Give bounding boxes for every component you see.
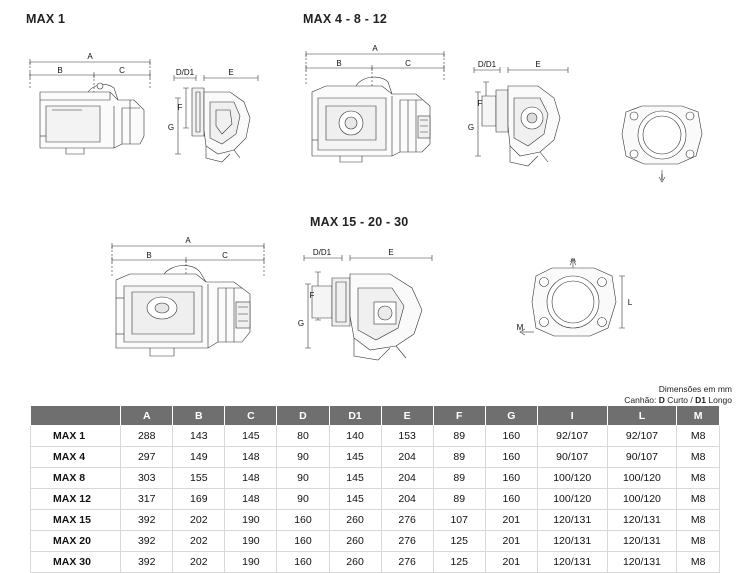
row-model: MAX 8 xyxy=(31,468,121,489)
cell-G: 201 xyxy=(485,510,537,531)
svg-text:B: B xyxy=(57,66,63,75)
cell-B: 155 xyxy=(173,468,225,489)
table-header-cell-B: B xyxy=(173,406,225,426)
svg-text:E: E xyxy=(535,60,541,69)
note-canhao-d: D xyxy=(658,395,665,405)
cell-D1: 260 xyxy=(329,552,381,573)
svg-text:A: A xyxy=(372,44,378,53)
row-model: MAX 15 xyxy=(31,510,121,531)
cell-E: 276 xyxy=(381,510,433,531)
svg-text:G: G xyxy=(167,123,175,132)
cell-A: 303 xyxy=(121,468,173,489)
drawing-max4-front xyxy=(462,52,592,177)
table-row xyxy=(31,552,720,573)
cell-L: 120/131 xyxy=(607,510,677,531)
svg-text:D/D1: D/D1 xyxy=(175,68,195,77)
table-header-cell-F: F xyxy=(433,406,485,426)
note-canhao-d1: D1 xyxy=(695,395,706,405)
svg-text:G: G xyxy=(467,123,475,132)
svg-text:F: F xyxy=(177,103,183,112)
cell-D1: 140 xyxy=(329,426,381,447)
svg-text:I: I xyxy=(660,173,664,182)
cell-I: 90/107 xyxy=(537,447,607,468)
table-header-cell-G: G xyxy=(485,406,537,426)
svg-text:C: C xyxy=(222,251,228,260)
drawing-max4-flange xyxy=(604,98,724,188)
cell-D: 90 xyxy=(277,447,329,468)
dimensions-table xyxy=(30,405,720,573)
cell-M: M8 xyxy=(677,468,720,489)
cell-C: 148 xyxy=(225,489,277,510)
table-header-cell-I: I xyxy=(537,406,607,426)
cell-F: 125 xyxy=(433,552,485,573)
table-row xyxy=(31,468,720,489)
cell-M: M8 xyxy=(677,510,720,531)
cell-C: 148 xyxy=(225,468,277,489)
cell-D1: 260 xyxy=(329,510,381,531)
cell-G: 160 xyxy=(485,447,537,468)
svg-text:D/D1: D/D1 xyxy=(312,248,332,257)
cell-D: 80 xyxy=(277,426,329,447)
table-header-cell-C: C xyxy=(225,406,277,426)
cell-L: 100/120 xyxy=(607,468,677,489)
cell-E: 153 xyxy=(381,426,433,447)
svg-text:B: B xyxy=(336,59,342,68)
drawing-max1-front xyxy=(160,58,280,173)
cell-B: 169 xyxy=(173,489,225,510)
drawing-max1-side xyxy=(22,48,162,168)
cell-A: 392 xyxy=(121,510,173,531)
row-model: MAX 30 xyxy=(31,552,121,573)
table-row xyxy=(31,426,720,447)
cell-A: 392 xyxy=(121,552,173,573)
cell-D1: 145 xyxy=(329,468,381,489)
cell-D1: 145 xyxy=(329,447,381,468)
cell-L: 100/120 xyxy=(607,489,677,510)
cell-G: 201 xyxy=(485,531,537,552)
cell-M: M8 xyxy=(677,489,720,510)
svg-text:A: A xyxy=(87,52,93,61)
note-units: Dimensões em mm xyxy=(658,384,732,394)
cell-D: 160 xyxy=(277,531,329,552)
cell-F: 89 xyxy=(433,426,485,447)
cell-E: 204 xyxy=(381,489,433,510)
cell-C: 190 xyxy=(225,552,277,573)
table-header-cell-E: E xyxy=(381,406,433,426)
drawing-max15-front xyxy=(290,240,460,365)
svg-text:A: A xyxy=(185,236,191,245)
table-row xyxy=(31,531,720,552)
cell-F: 125 xyxy=(433,531,485,552)
cell-B: 202 xyxy=(173,510,225,531)
drawing-max4-side xyxy=(296,40,456,175)
table-header-row xyxy=(31,406,720,426)
cell-G: 201 xyxy=(485,552,537,573)
cell-A: 288 xyxy=(121,426,173,447)
cell-E: 204 xyxy=(381,447,433,468)
row-model: MAX 20 xyxy=(31,531,121,552)
svg-text:D/D1: D/D1 xyxy=(477,60,497,69)
svg-text:A: A xyxy=(570,258,576,264)
cell-A: 297 xyxy=(121,447,173,468)
cell-B: 149 xyxy=(173,447,225,468)
cell-E: 204 xyxy=(381,468,433,489)
cell-D: 90 xyxy=(277,468,329,489)
drawing-max15-flange xyxy=(508,258,638,358)
cell-I: 100/120 xyxy=(537,489,607,510)
cell-C: 190 xyxy=(225,531,277,552)
table-row xyxy=(31,489,720,510)
table-header-cell-0 xyxy=(31,406,121,426)
svg-text:E: E xyxy=(228,68,234,77)
cell-D: 160 xyxy=(277,510,329,531)
cell-F: 89 xyxy=(433,489,485,510)
note-canhao-prefix: Canhão: xyxy=(624,395,659,405)
table-row xyxy=(31,447,720,468)
cell-L: 92/107 xyxy=(607,426,677,447)
table-header-cell-D: D xyxy=(277,406,329,426)
cell-L: 120/131 xyxy=(607,531,677,552)
drawing-max15-side xyxy=(100,232,280,362)
svg-text:F: F xyxy=(309,291,315,300)
cell-C: 145 xyxy=(225,426,277,447)
cell-L: 90/107 xyxy=(607,447,677,468)
cell-D: 90 xyxy=(277,489,329,510)
cell-F: 89 xyxy=(433,447,485,468)
row-model: MAX 1 xyxy=(31,426,121,447)
cell-I: 100/120 xyxy=(537,468,607,489)
cell-D1: 145 xyxy=(329,489,381,510)
table-row xyxy=(31,510,720,531)
cell-I: 120/131 xyxy=(537,510,607,531)
svg-text:C: C xyxy=(119,66,125,75)
table-header-cell-M: M xyxy=(677,406,720,426)
row-model: MAX 4 xyxy=(31,447,121,468)
cell-G: 160 xyxy=(485,489,537,510)
cell-I: 120/131 xyxy=(537,531,607,552)
cell-I: 120/131 xyxy=(537,552,607,573)
note-canhao-mid: Curto / xyxy=(664,395,696,405)
cell-E: 276 xyxy=(381,531,433,552)
cell-L: 120/131 xyxy=(607,552,677,573)
svg-text:M: M xyxy=(516,323,524,332)
svg-text:L: L xyxy=(627,298,633,307)
svg-text:C: C xyxy=(405,59,411,68)
cell-A: 392 xyxy=(121,531,173,552)
svg-text:G: G xyxy=(297,319,305,328)
cell-B: 202 xyxy=(173,531,225,552)
cell-D: 160 xyxy=(277,552,329,573)
section-title-max15: MAX 15 - 20 - 30 xyxy=(310,215,409,229)
section-title-max1: MAX 1 xyxy=(26,12,66,26)
cell-D1: 260 xyxy=(329,531,381,552)
svg-text:E: E xyxy=(388,248,394,257)
cell-C: 148 xyxy=(225,447,277,468)
cell-B: 143 xyxy=(173,426,225,447)
svg-text:F: F xyxy=(477,99,483,108)
table-header-cell-L: L xyxy=(607,406,677,426)
table-header-cell-A: A xyxy=(121,406,173,426)
cell-M: M8 xyxy=(677,426,720,447)
cell-B: 202 xyxy=(173,552,225,573)
section-title-max4: MAX 4 - 8 - 12 xyxy=(303,12,388,26)
cell-M: M8 xyxy=(677,531,720,552)
svg-text:B: B xyxy=(146,251,152,260)
cell-C: 190 xyxy=(225,510,277,531)
cell-G: 160 xyxy=(485,426,537,447)
cell-G: 160 xyxy=(485,468,537,489)
cell-A: 317 xyxy=(121,489,173,510)
table-header-cell-D1: D1 xyxy=(329,406,381,426)
row-model: MAX 12 xyxy=(31,489,121,510)
note-canhao-suffix: Longo xyxy=(706,395,732,405)
cell-M: M8 xyxy=(677,447,720,468)
cell-I: 92/107 xyxy=(537,426,607,447)
cell-M: M8 xyxy=(677,552,720,573)
cell-F: 89 xyxy=(433,468,485,489)
cell-E: 276 xyxy=(381,552,433,573)
cell-F: 107 xyxy=(433,510,485,531)
